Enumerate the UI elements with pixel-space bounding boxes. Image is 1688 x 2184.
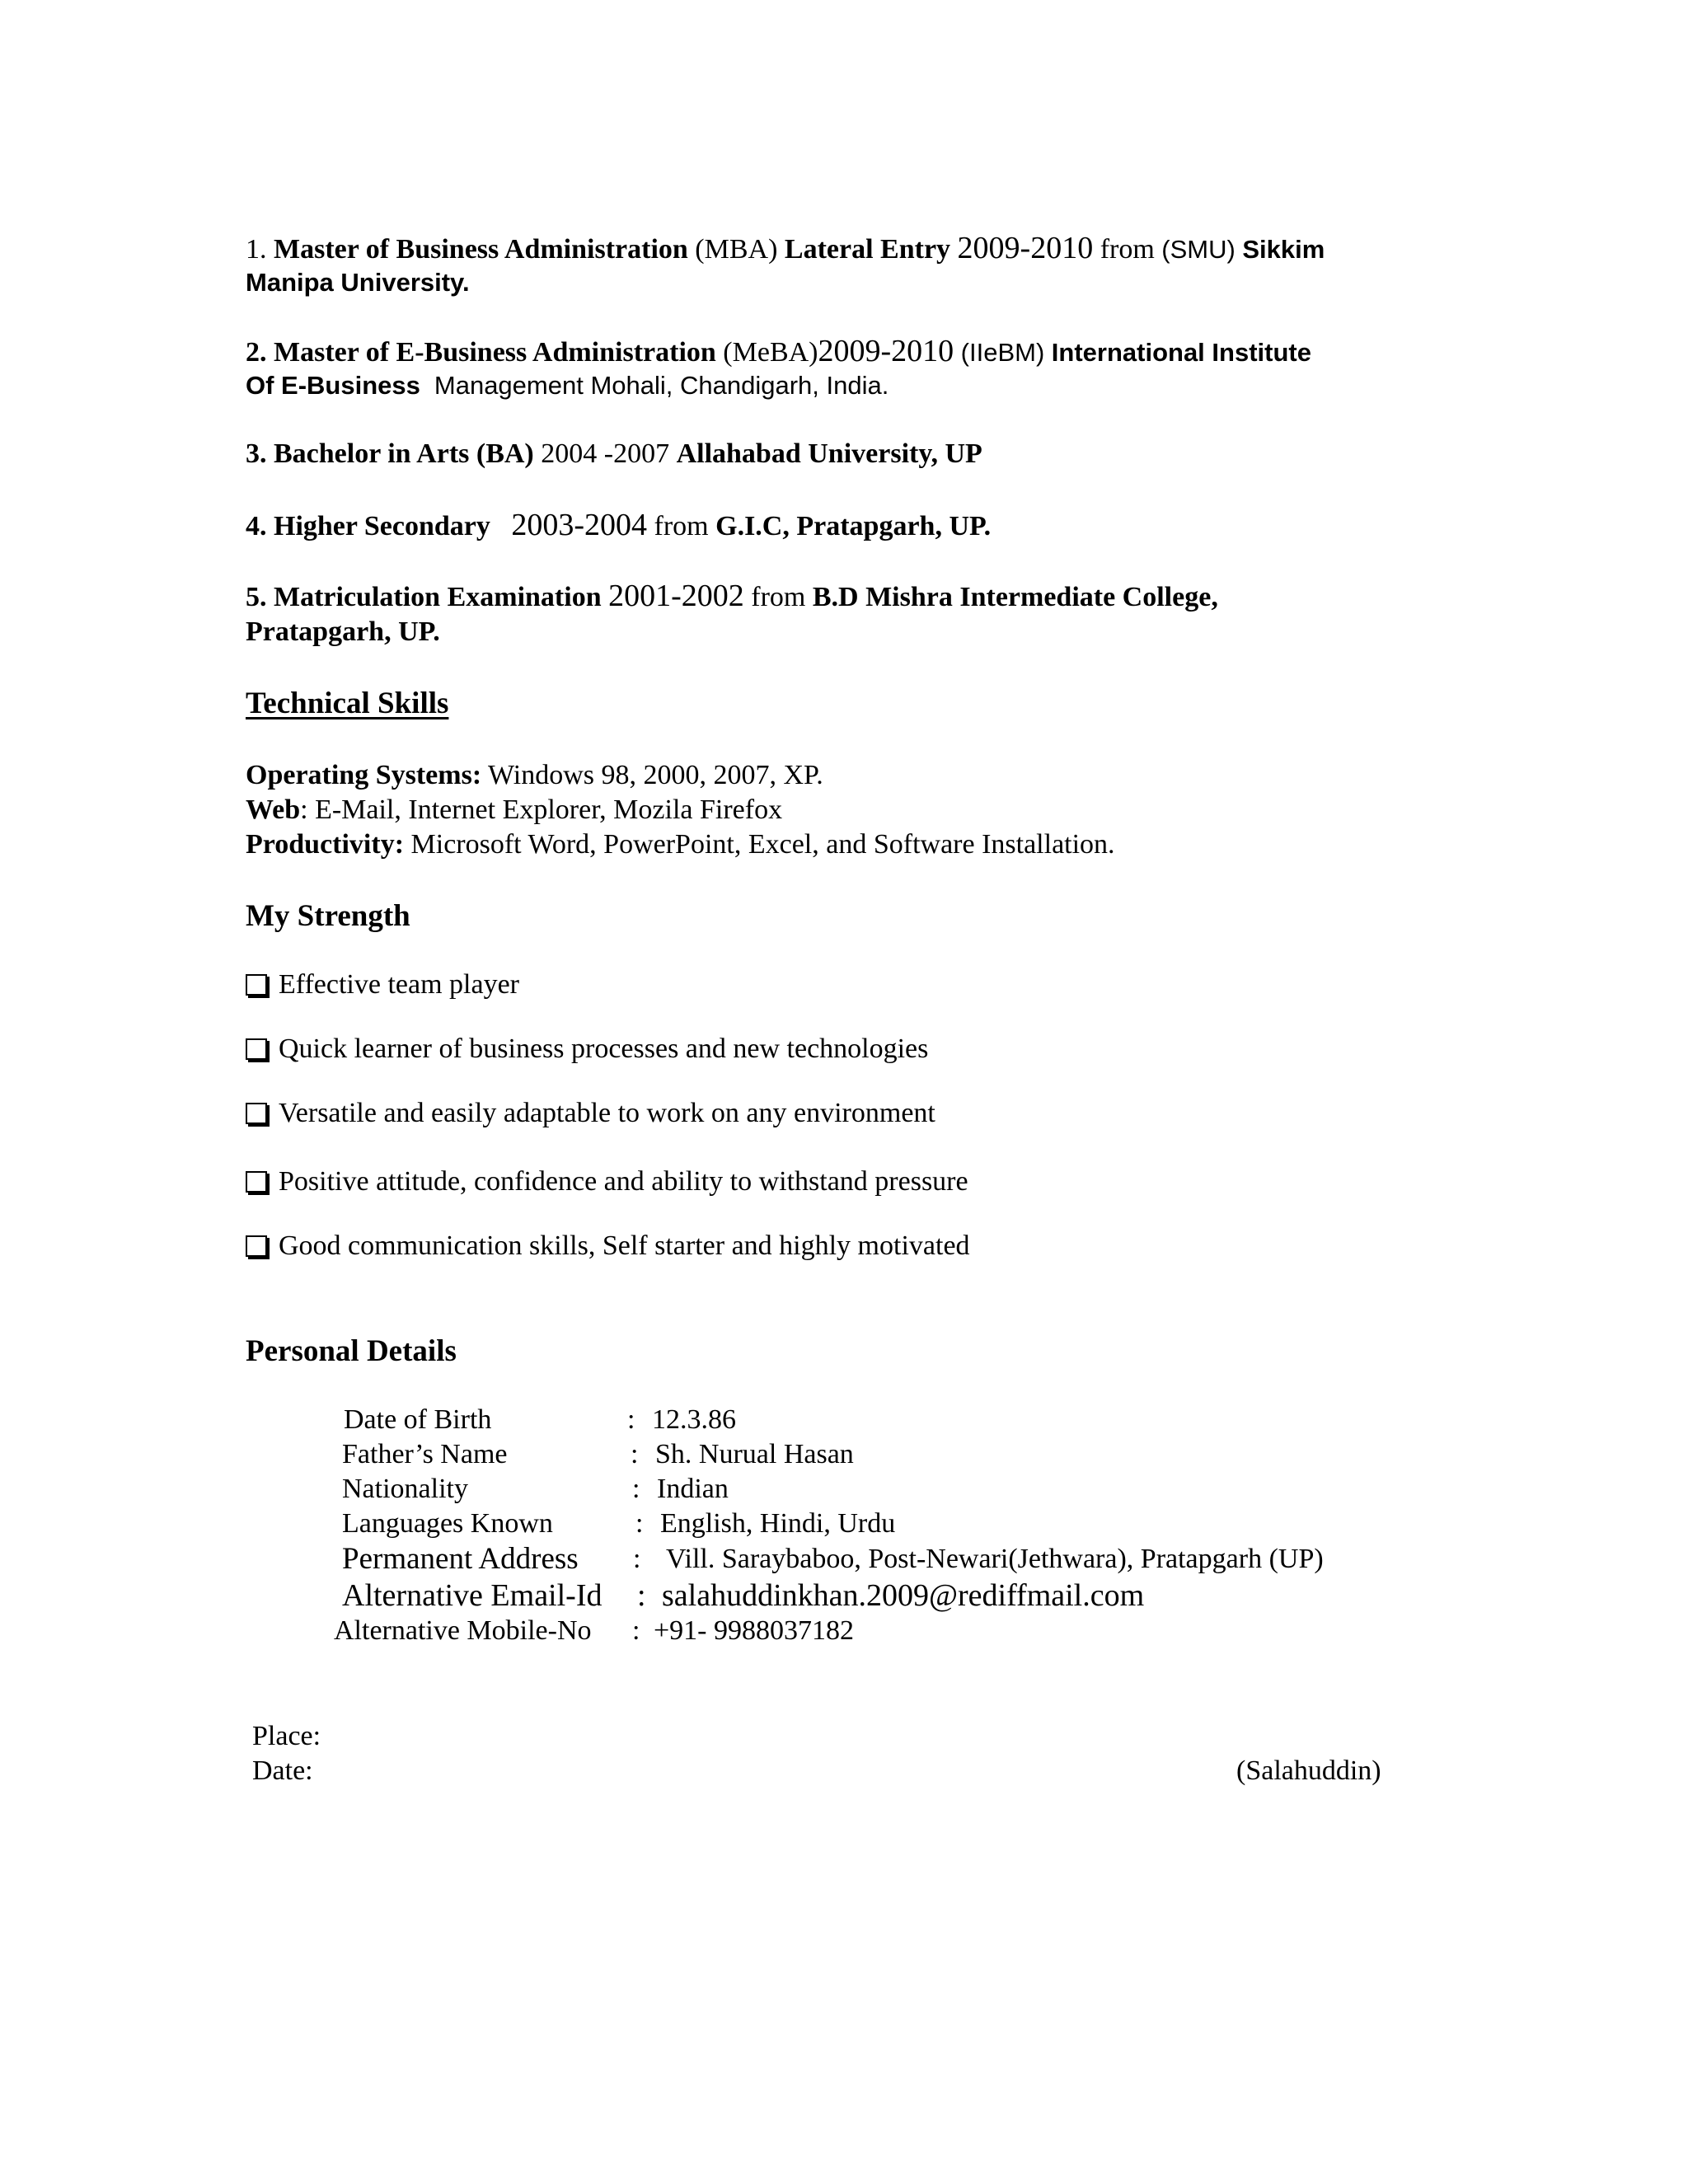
degree: Bachelor in Arts (BA)	[274, 438, 534, 469]
personal-label: Date of Birth	[344, 1404, 492, 1435]
institution-name: Of E-Business	[246, 371, 420, 400]
my-strength-heading: My Strength	[246, 899, 410, 933]
from-word: from	[751, 582, 806, 612]
institution-location: Management Mohali, Chandigarh, India.	[434, 371, 889, 400]
education-item-1-line-2	[246, 265, 470, 300]
item-number: 1.	[246, 234, 267, 265]
item-number: 4.	[246, 511, 267, 541]
personal-value: +91- 9988037182	[654, 1615, 854, 1646]
institution-location: Pratapgarh, UP.	[246, 616, 440, 647]
place-label: Place:	[252, 1721, 321, 1751]
checkbox-icon	[246, 1103, 267, 1124]
colon: :	[627, 1404, 635, 1435]
personal-value: Vill. Saraybaboo, Post-Newari(Jethwara), Pratapgarh (UP)	[666, 1544, 1324, 1574]
skill-label: Operating Systems:	[246, 760, 482, 790]
date-label: Date:	[252, 1755, 313, 1786]
education-item-2	[246, 334, 1311, 370]
item-number: 2.	[246, 337, 267, 368]
colon: :	[633, 1544, 641, 1574]
education-item-3	[246, 437, 982, 471]
strength-item	[246, 969, 519, 1001]
personal-value: Sh. Nurual Hasan	[655, 1439, 854, 1469]
degree: Matriculation Examination	[274, 582, 602, 612]
degree: Master of Business Administration	[274, 234, 688, 265]
strength-item	[246, 1033, 928, 1065]
degree: Higher Secondary	[274, 511, 490, 541]
years: 2001-2002	[608, 579, 744, 613]
personal-label: Alternative Mobile-No	[334, 1615, 592, 1646]
strength-text: Versatile and easily adaptable to work on any environment	[279, 1098, 935, 1128]
checkbox-icon	[246, 1038, 267, 1060]
from-word: from	[1100, 234, 1155, 265]
degree-abbr: (MBA)	[695, 234, 778, 265]
skill-operating-systems	[246, 758, 823, 793]
from-word: from	[654, 511, 709, 541]
skill-label: Productivity:	[246, 829, 405, 860]
personal-label: Permanent Address	[342, 1542, 579, 1576]
personal-value: 12.3.86	[652, 1404, 736, 1435]
checkbox-icon	[246, 1235, 267, 1257]
institution-name: Manipa University.	[246, 268, 470, 297]
degree-abbr: (MeBA)	[723, 337, 818, 368]
education-item-5	[246, 579, 1218, 615]
strength-item	[246, 1166, 968, 1197]
item-number: 5.	[246, 582, 267, 612]
skill-web	[246, 793, 782, 827]
skill-label: Web	[246, 794, 301, 825]
signature-name: (Salahuddin)	[1236, 1755, 1381, 1786]
institution-name: International Institute	[1051, 338, 1311, 367]
skill-value: : E-Mail, Internet Explorer, Mozila Firefox	[300, 794, 783, 825]
degree: Master of E-Business Administration	[274, 337, 716, 368]
institution-name: Sikkim	[1242, 235, 1325, 264]
strength-text: Effective team player	[279, 969, 519, 1000]
institution-name: Allahabad University, UP	[676, 438, 982, 469]
years: 2009-2010	[818, 334, 954, 368]
personal-value: English, Hindi, Urdu	[660, 1508, 896, 1539]
years: 2009-2010	[957, 231, 1094, 265]
strength-item	[246, 1098, 935, 1129]
strength-item	[246, 1230, 970, 1262]
personal-details-heading: Personal Details	[246, 1334, 457, 1368]
colon: :	[631, 1439, 639, 1469]
institution-name: G.I.C, Pratapgarh, UP.	[715, 511, 992, 541]
skill-value: Microsoft Word, PowerPoint, Excel, and Software Installation.	[404, 829, 1115, 860]
years: 2004 -2007	[541, 438, 670, 469]
personal-label: Nationality	[342, 1474, 468, 1504]
personal-label: Languages Known	[342, 1508, 553, 1539]
education-item-1	[246, 231, 1325, 267]
colon: :	[637, 1578, 646, 1613]
strength-text: Quick learner of business processes and new technologies	[279, 1033, 929, 1064]
years: 2003-2004	[511, 508, 648, 542]
education-item-4	[246, 508, 991, 544]
institution-name: B.D Mishra Intermediate College,	[812, 582, 1218, 612]
education-item-5-line-2	[246, 615, 440, 649]
skill-productivity	[246, 827, 1115, 862]
checkbox-icon	[246, 974, 267, 996]
colon: :	[632, 1474, 640, 1504]
checkbox-icon	[246, 1171, 267, 1193]
item-number: 3.	[246, 438, 267, 469]
personal-value: Indian	[657, 1474, 729, 1504]
strength-text: Positive attitude, confidence and ability to withstand pressure	[279, 1166, 968, 1197]
degree-extra: Lateral Entry	[784, 234, 951, 265]
institution-abbr: (SMU)	[1161, 235, 1236, 264]
education-item-2-line-2	[246, 368, 889, 403]
colon: :	[635, 1508, 644, 1539]
skill-value: Windows 98, 2000, 2007, XP.	[481, 760, 823, 790]
strength-text: Good communication skills, Self starter and highly motivated	[279, 1230, 970, 1261]
technical-skills-heading: Technical Skills	[246, 687, 449, 720]
personal-label: Alternative Email-Id	[342, 1578, 603, 1613]
personal-value: salahuddinkhan.2009@rediffmail.com	[662, 1578, 1145, 1613]
colon: :	[632, 1615, 640, 1646]
institution-abbr: (IIeBM)	[960, 338, 1045, 367]
personal-label: Father’s Name	[342, 1439, 508, 1469]
